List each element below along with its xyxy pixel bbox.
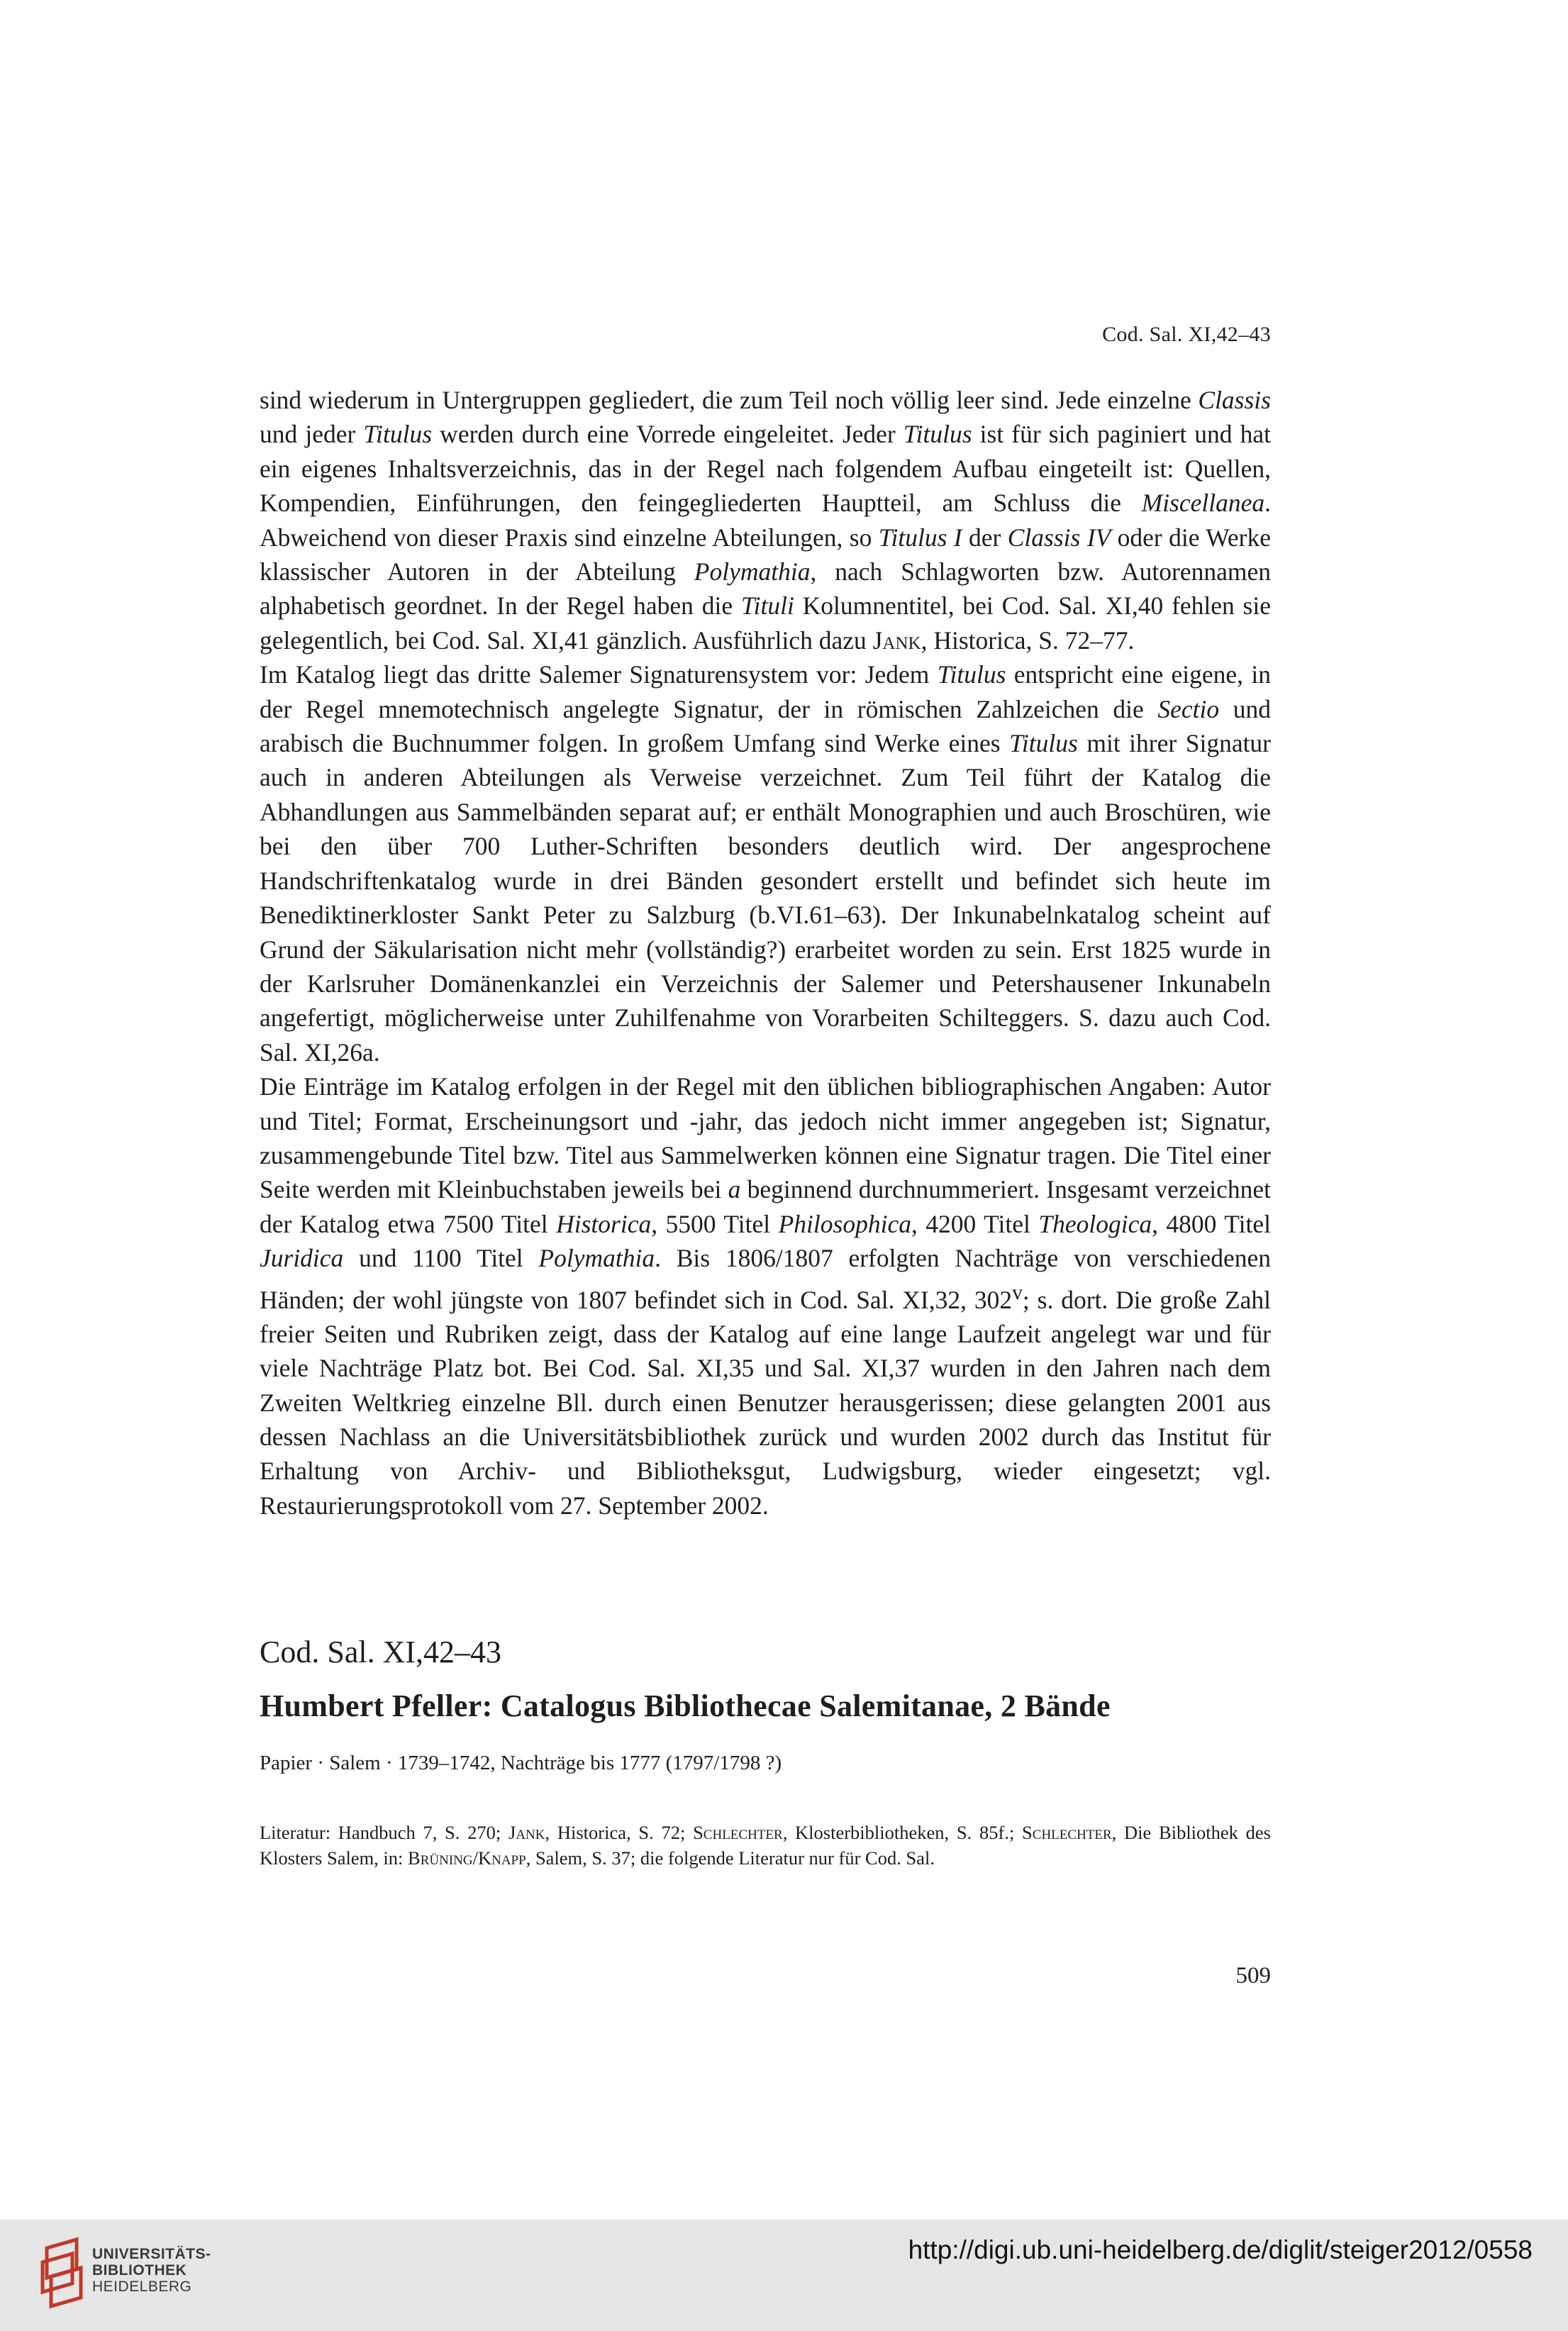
library-logo-icon [37, 2232, 88, 2310]
paragraph-1: sind wiederum in Untergruppen gegliedert, die zum Teil noch völlig leer sind. Jede einzelne Classis und jeder Titulus werden durch eine Vorrede eingeleitet. Jeder Titulus ist für sich paginiert und hat ein eigenes Inhaltsverzeichnis, das in der Regel nach folgendem Aufbau eingeteilt ist: Quellen, Kompendien, Einführungen, den feingegliederten Hauptteil, am Schluss die Miscellanea. Abweichend von dieser Praxis sind einzelne Abteilungen, so Titulus I der Classis IV oder die Werke klassischer Autoren in der Abteilung Polymathia, nach Schlagworten bzw. Autorennamen alphabetisch geordnet. In der Regel haben die Tituli Kolumnentitel, bei Cod. Sal. XI,40 fehlen sie gelegentlich, bei Cod. Sal. XI,41 gänzlich. Ausführlich dazu Jank, Historica, S. 72–77. [260, 386, 1271, 655]
entry-literature: Literatur: Handbuch 7, S. 270; Jank, Historica, S. 72; Schlechter, Klosterbibliotheken, S. 85f.; Schlechter, Die Bibliothek des Klosters Salem, in: Brüning/Knapp, Salem, S. 37; die folgende Literatur nur für Cod. Sal. [260, 1822, 1271, 1869]
body-text [260, 383, 1271, 1523]
entry-signature: Cod. Sal. XI,42–43 [260, 1635, 501, 1669]
catalog-entry [260, 1632, 1271, 1871]
paragraph-3: Die Einträge im Katalog erfolgen in der Regel mit den üblichen bibliographischen Angaben: Autor und Titel; Format, Erscheinungsort und -jahr, das jedoch nicht immer angegeben ist; Signatur, zusammengebunde Titel bzw. Titel aus Sammelwerken können eine Signatur tragen. Die Titel einer Seite werden mit Kleinbuchstaben jeweils bei a beginnend durchnummeriert. Insgesamt verzeichnet der Katalog etwa 7500 Titel Historica, 5500 Titel Philosophica, 4200 Titel Theologica, 4800 Titel Juridica und 1100 Titel Polymathia. Bis 1806/1807 erfolgten Nachträge von verschiedenen Händen; der wohl jüngste von 1807 befindet sich in Cod. Sal. XI,32, 302$^v$; s. dort. Die große Zahl freier Seiten und Rubriken zeigt, dass der Katalog auf eine lange Laufzeit angelegt war und für viele Nachträge Platz bot. Bei Cod. Sal. XI,35 und Sal. XI,37 wurden in den Jahren nach dem Zweiten Weltkrieg einzelne Bll. durch einen Benutzer herausgerissen; diese gelangten 2001 aus dessen Nachlass an die Universitätsbibliothek zurück und wurden 2002 durch das Institut für Erhaltung von Archiv- und Bibliotheksgut, Ludwigsburg, wieder eingesetzt; vgl. Restaurierungsprotokoll vom 27. September 2002. [260, 1072, 1271, 1520]
page-number: 509 [1235, 1963, 1271, 1988]
entry-meta: Papier · Salem · 1739–1742, Nachträge bis 1777 (1797/1798 ?) [260, 1752, 782, 1774]
logo-line-1: UNIVERSITÄTS- [92, 2246, 211, 2262]
entry-title: Humbert Pfeller: Catalogus Bibliothecae Salemitanae, 2 Bände [260, 1689, 1111, 1723]
source-url-link[interactable]: http://digi.ub.uni-heidelberg.de/diglit/steiger2012/0558 [908, 2235, 1533, 2264]
running-head: Cod. Sal. XI,42–43 [1102, 323, 1271, 346]
paragraph-2: Im Katalog liegt das dritte Salemer Signaturensystem vor: Jedem Titulus entspricht eine eigene, in der Regel mnemotechnisch angelegte Signatur, der in römischen Zahlzeichen die Sectio und arabisch die Buchnummer folgen. In großem Umfang sind Werke eines Titulus mit ihrer Signatur auch in anderen Abteilungen als Verweise verzeichnet. Zum Teil führt der Katalog die Abhandlungen aus Sammelbänden separat auf; er enthält Monographien und auch Broschüren, wie bei den über 700 Luther-Schriften besonders deutlich wird. Der angesprochene Handschriftenkatalog wurde in drei Bänden gesondert erstellt und befindet sich heute im Benediktinerkloster Sankt Peter zu Salzburg (b.VI.61–63). Der Inkunabelnkatalog scheint auf Grund der Säkularisation nicht mehr (vollständig?) erarbeitet worden zu sein. Erst 1825 wurde in der Karlsruher Domänenkanzlei ein Verzeichnis der Salemer und Petershausener Inkunabeln angefertigt, möglicherweise unter Zuhilfenahme von Vorarbeiten Schilteggers. S. dazu auch Cod. Sal. XI,26a. [260, 660, 1272, 1067]
logo-line-2: BIBLIOTHEK [92, 2262, 187, 2279]
logo-line-3: HEIDELBERG [92, 2279, 192, 2295]
library-logo-text [92, 2246, 211, 2295]
